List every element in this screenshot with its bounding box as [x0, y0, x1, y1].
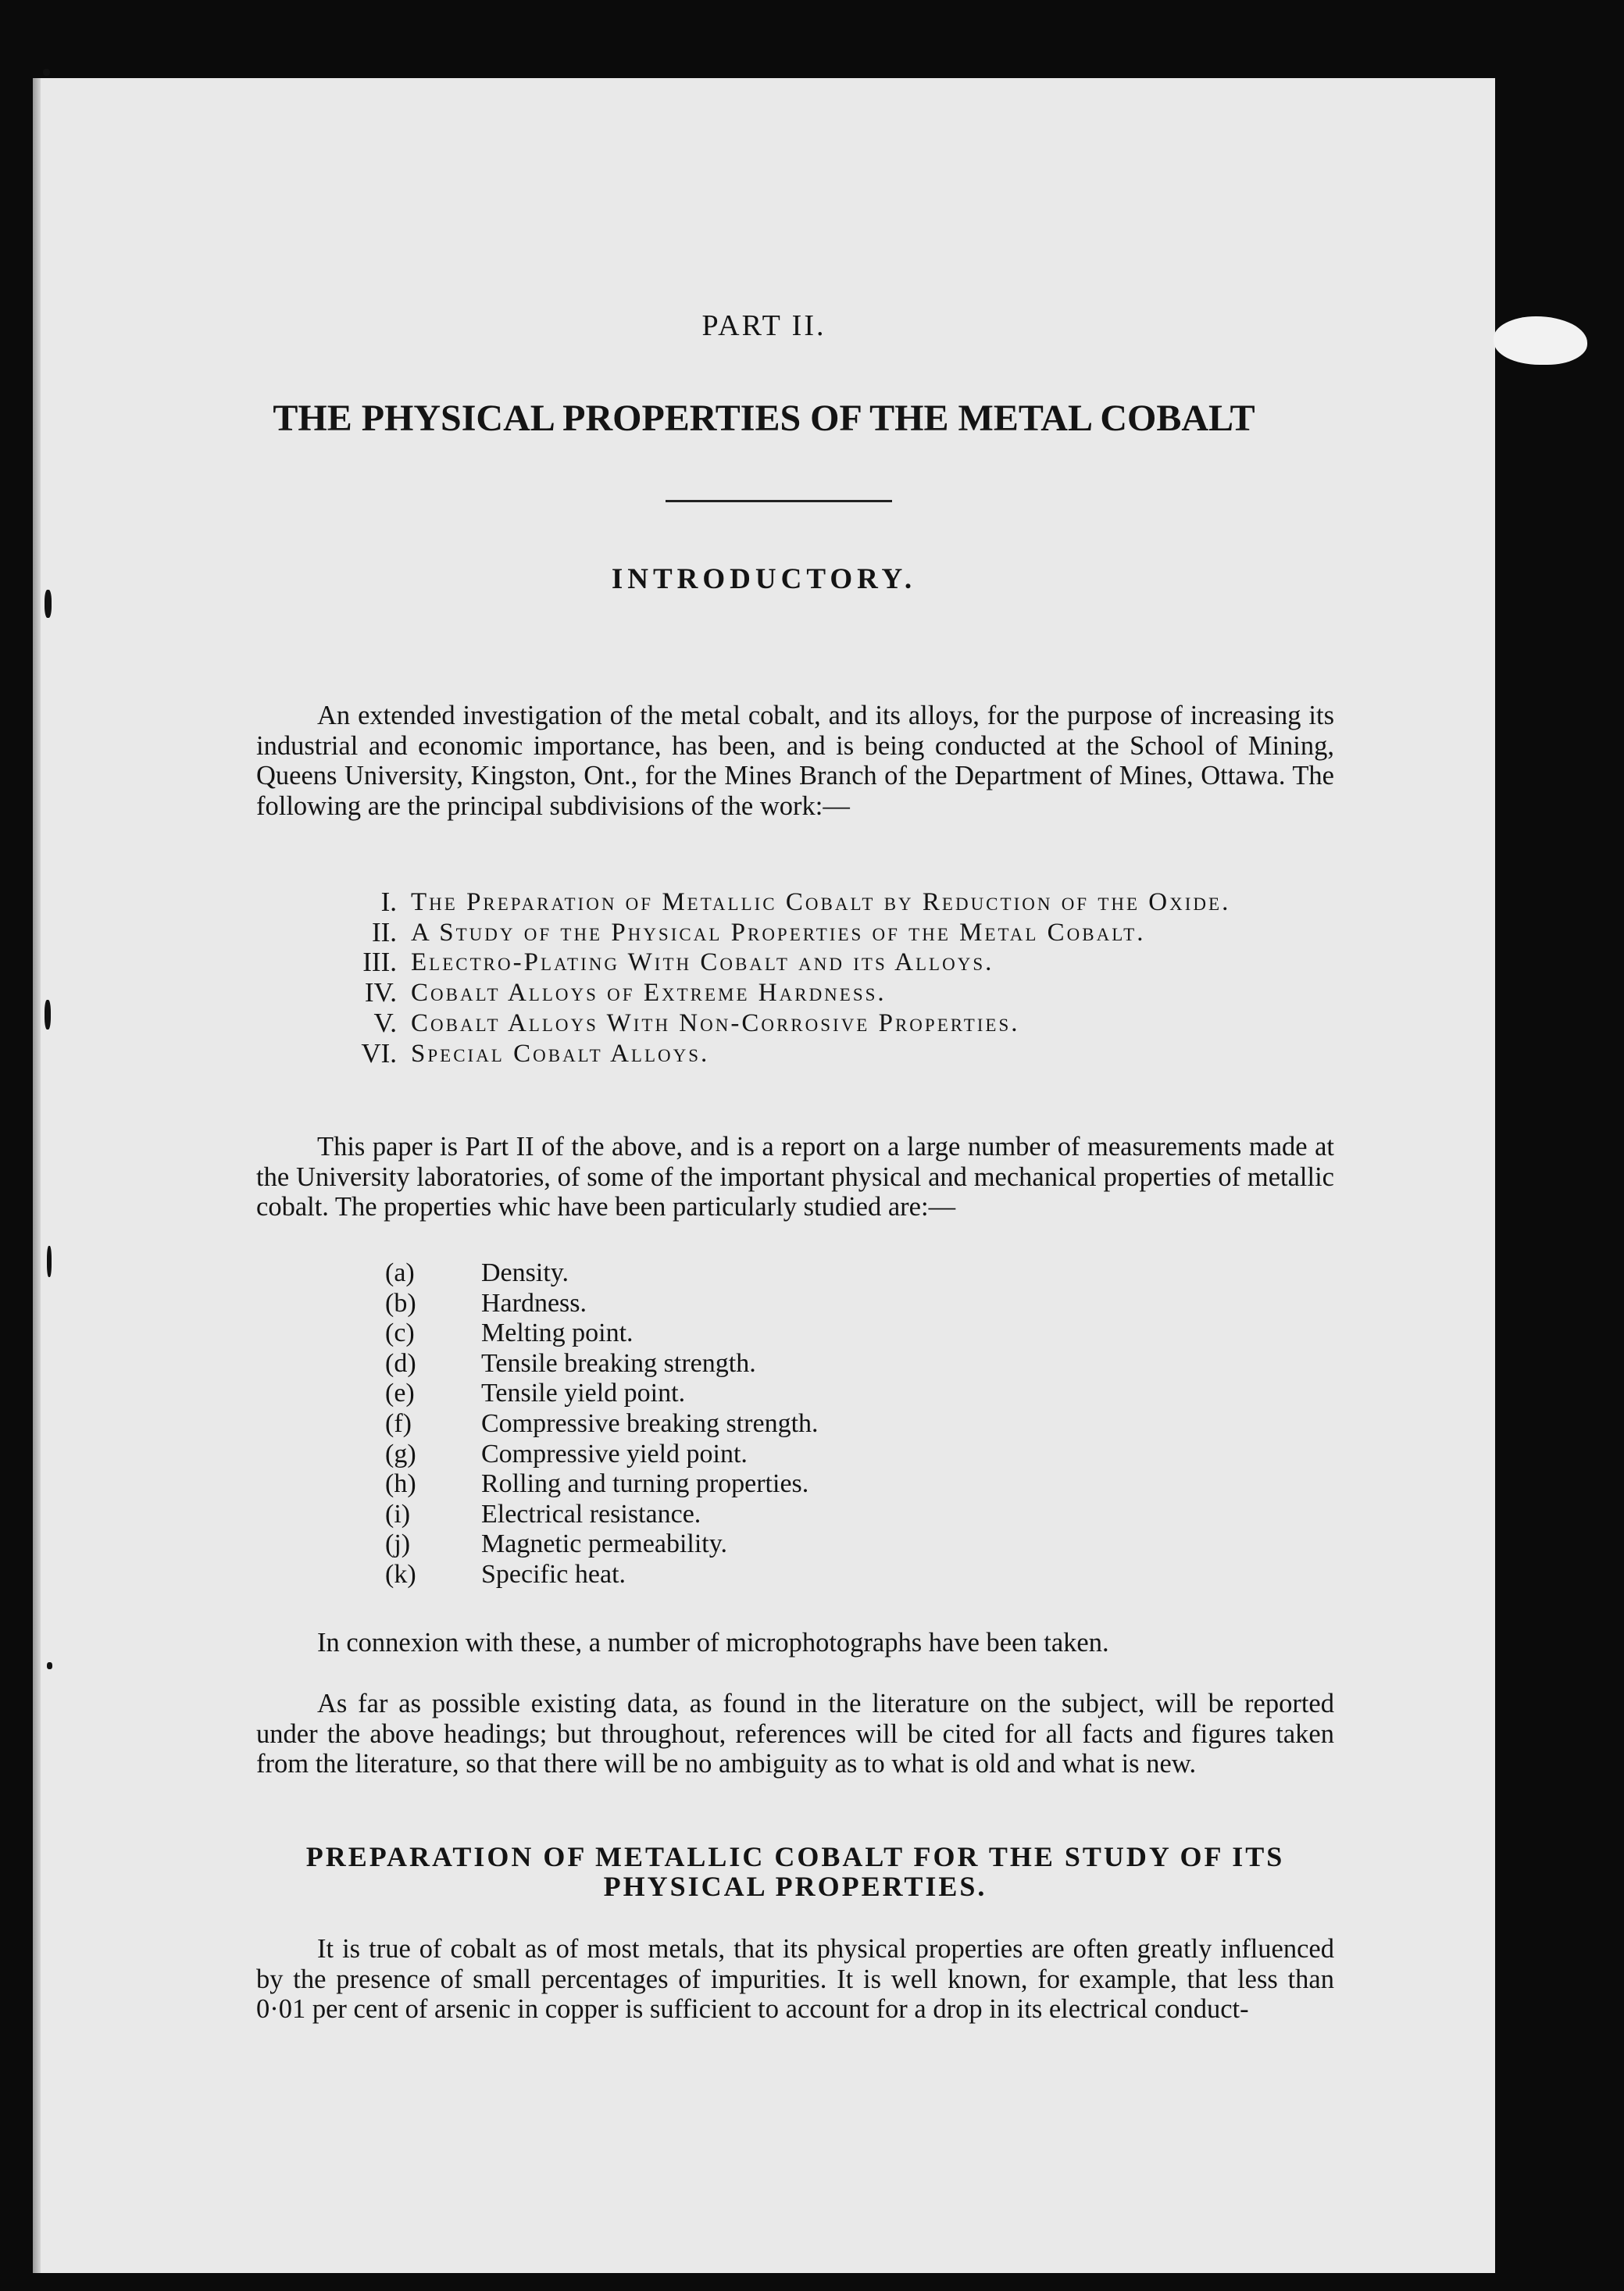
property-item — [385, 1559, 1106, 1590]
subdivision-text: A Study of the Physical Properties of the Metal Cobalt. — [411, 918, 1146, 947]
scan-speck — [47, 1662, 52, 1669]
property-text: Melting point. — [481, 1319, 634, 1348]
existing-data-paragraph: As far as possible existing data, as found in the literature on the subject, will be reported under the above headings; but throughout, references will be cited for all facts and figures taken from the literature, so that there will be no ambiguity as to what is old and what is new. — [256, 1689, 1334, 1779]
subdivision-item — [371, 916, 1348, 948]
intro-paragraph: An extended investigation of the metal cobalt, and its alloys, for the purpose of increasing its industrial and economic importance, has been, and is being conducted at the School of Mining, Queens University, Kingston, Ont., for the Mines Branch of the Department of Mines, Ottawa. The following are the principal subdivisions of the work:— — [256, 701, 1334, 821]
subdivision-number: IV. — [364, 977, 397, 1008]
connexion-paragraph: In connexion with these, a number of microphotographs have been taken. — [317, 1628, 1109, 1658]
scan-speck — [45, 590, 52, 618]
property-item — [385, 1469, 1106, 1500]
property-text: Compressive breaking strength. — [481, 1408, 819, 1438]
property-letter: (h) — [385, 1469, 416, 1499]
property-item — [385, 1288, 1106, 1319]
property-letter: (e) — [385, 1379, 415, 1408]
property-item — [385, 1379, 1106, 1409]
subdivision-text: The Preparation of Metallic Cobalt by Reduction of the Oxide. — [411, 888, 1231, 916]
property-letter: (k) — [385, 1559, 416, 1589]
subdivision-item — [361, 1037, 1348, 1069]
section-heading-introductory: INTRODUCTORY. — [611, 563, 917, 595]
property-item — [385, 1529, 1106, 1560]
property-item — [385, 1258, 1106, 1289]
property-letter: (j) — [385, 1529, 411, 1559]
subdivision-number: I. — [380, 887, 397, 917]
property-letter: (c) — [385, 1319, 415, 1348]
property-text: Density. — [481, 1258, 569, 1287]
property-text: Electrical resistance. — [481, 1499, 701, 1529]
property-text: Rolling and turning properties. — [481, 1469, 809, 1499]
scan-speck — [45, 1000, 51, 1030]
subdivision-item — [364, 977, 1348, 1008]
property-letter: (f) — [385, 1408, 412, 1438]
subdivision-text: Cobalt Alloys of Extreme Hardness. — [411, 979, 887, 1008]
part-label: PART II. — [701, 309, 826, 342]
subdivision-text: Cobalt Alloys With Non-Corrosive Properties. — [411, 1008, 1020, 1037]
property-text: Specific heat. — [481, 1559, 626, 1589]
property-letter: (b) — [385, 1288, 416, 1318]
scan-speck — [43, 69, 50, 76]
paper-tab — [1494, 316, 1587, 365]
subdivisions-list — [361, 887, 1348, 1069]
subdivision-number: III. — [362, 947, 397, 978]
property-item — [385, 1319, 1106, 1349]
properties-list — [385, 1258, 1106, 1590]
subdivision-number: II. — [371, 916, 397, 947]
subdivision-text: Electro-Plating With Cobalt and its Alloys. — [411, 948, 994, 977]
subdivision-item — [373, 1007, 1348, 1039]
property-letter: (g) — [385, 1439, 416, 1468]
property-item — [385, 1408, 1106, 1440]
property-text: Magnetic permeability. — [481, 1529, 728, 1559]
document-title: THE PHYSICAL PROPERTIES OF THE METAL COBALT — [273, 398, 1255, 439]
scanned-page — [33, 78, 1495, 2273]
property-letter: (d) — [385, 1348, 416, 1378]
property-item — [385, 1499, 1106, 1530]
property-text: Hardness. — [481, 1288, 587, 1318]
paper-paragraph: This paper is Part II of the above, and is a report on a large number of measurements made at the University laboratories, of some of the important physical and mechanical properties of metallic cobalt. The properties whic have been particularly studied are:— — [256, 1132, 1334, 1222]
property-text: Tensile breaking strength. — [481, 1348, 756, 1378]
final-paragraph: It is true of cobalt as of most metals, that its physical properties are often greatly influenced by the presence of small percentages of impurities. It is well known, for example, that less than 0·01 per cent of arsenic in copper is sufficient to account for a drop in its electrical conduct- — [256, 1934, 1334, 2025]
property-item — [385, 1348, 1106, 1379]
subdivision-item — [362, 947, 1348, 978]
title-divider — [666, 500, 892, 502]
property-letter: (a) — [385, 1258, 415, 1287]
property-letter: (i) — [385, 1499, 411, 1529]
subdivision-text: Special Cobalt Alloys. — [411, 1039, 710, 1068]
property-text: Compressive yield point. — [481, 1439, 748, 1468]
property-item — [385, 1439, 1106, 1470]
subdivision-number: V. — [373, 1007, 397, 1038]
section-heading-preparation: PREPARATION OF METALLIC COBALT FOR THE STUDY OF ITS PHYSICAL PROPERTIES. — [305, 1841, 1285, 1902]
property-text: Tensile yield point. — [481, 1379, 686, 1408]
subdivision-number: VI. — [361, 1037, 397, 1069]
scan-speck — [47, 1246, 52, 1277]
subdivision-item — [380, 887, 1348, 918]
